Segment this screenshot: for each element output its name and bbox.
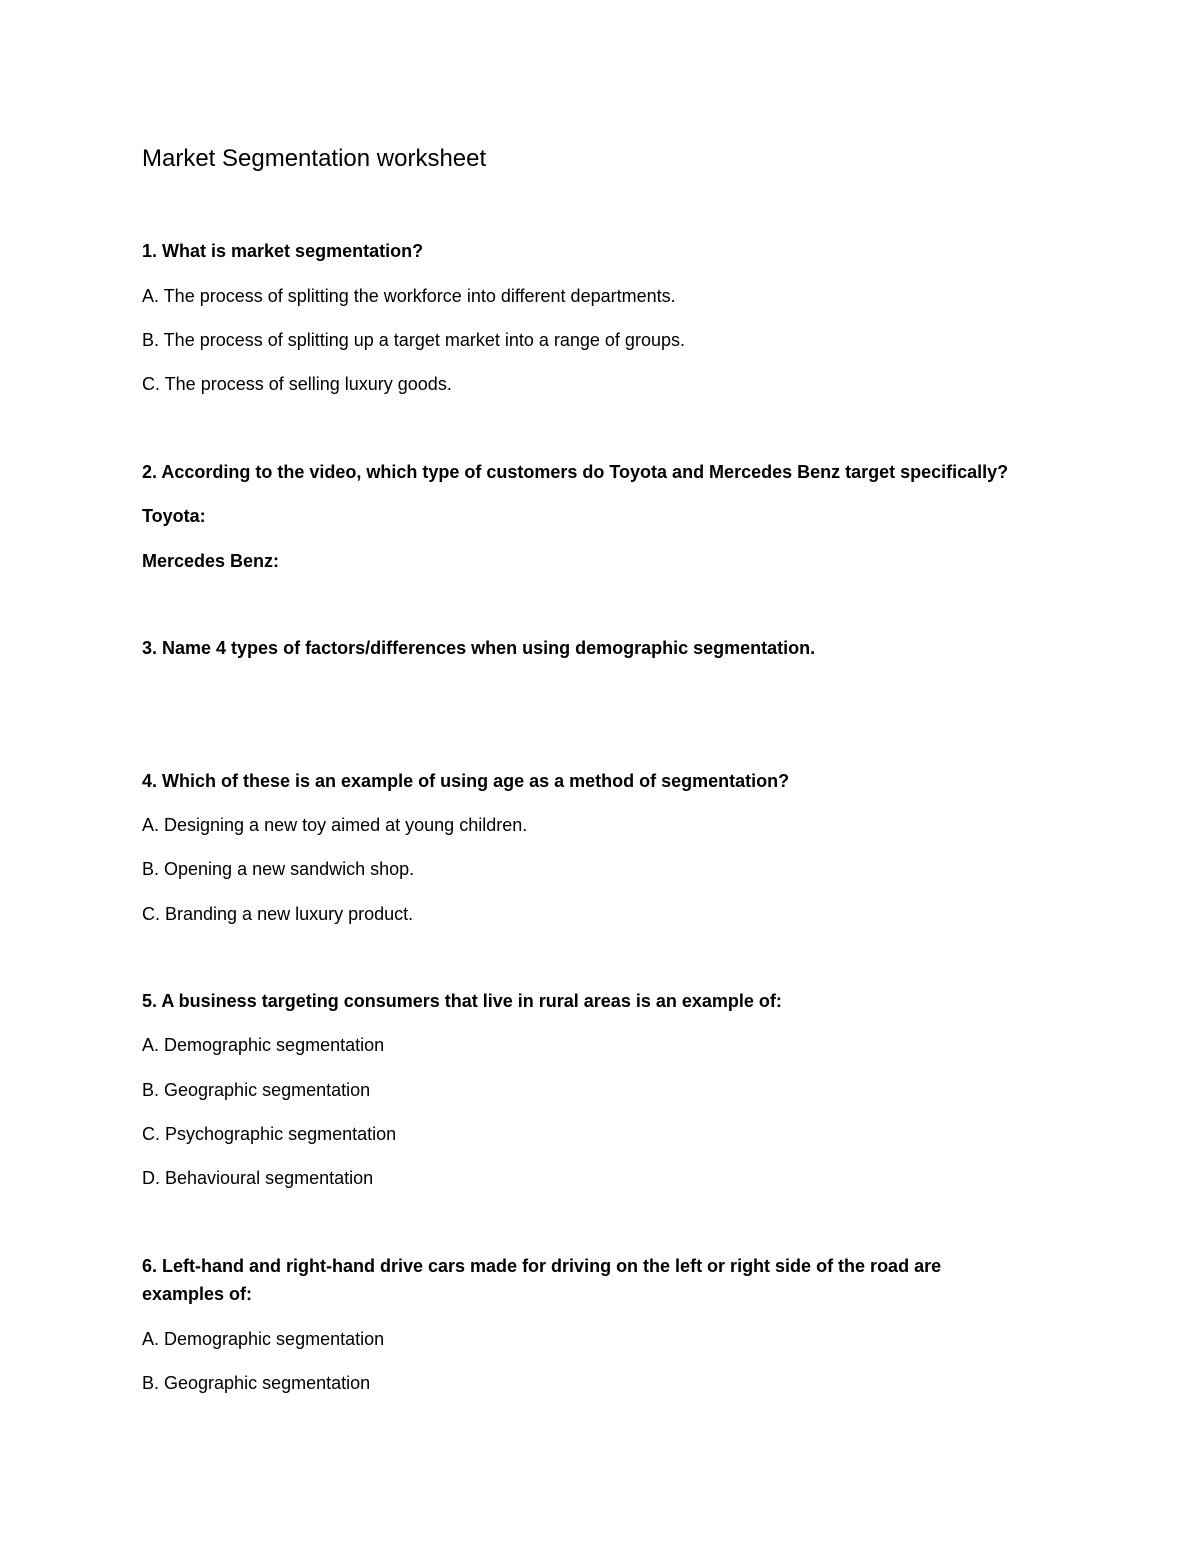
question-2-field-toyota: Toyota: xyxy=(142,506,206,526)
question-5-option-d: D. Behavioural segmentation xyxy=(142,1168,374,1188)
question-1-option-b: B. The process of splitting up a target market into a range of groups. xyxy=(142,330,685,350)
question-4-option-c: C. Branding a new luxury product. xyxy=(142,904,414,924)
question-6-option-a: A. Demographic segmentation xyxy=(142,1329,385,1349)
question-4-option-b: B. Opening a new sandwich shop. xyxy=(142,859,415,879)
question-3-prompt: 3. Name 4 types of factors/differences when using demographic segmentation. xyxy=(142,638,816,658)
question-6-prompt-line-2: examples of: xyxy=(142,1284,253,1304)
page-title: Market Segmentation worksheet xyxy=(142,145,487,172)
question-5-option-b: B. Geographic segmentation xyxy=(142,1080,371,1100)
question-6-prompt-line-1: 6. Left-hand and right-hand drive cars made for driving on the left or right side of the road are xyxy=(142,1256,942,1276)
question-5-option-c: C. Psychographic segmentation xyxy=(142,1124,397,1144)
question-1-option-c: C. The process of selling luxury goods. xyxy=(142,374,452,394)
question-2-field-mercedes: Mercedes Benz: xyxy=(142,551,280,571)
question-2-prompt: 2. According to the video, which type of customers do Toyota and Mercedes Benz target specifically? xyxy=(142,462,1009,482)
question-1-prompt: 1. What is market segmentation? xyxy=(142,241,424,261)
question-4-option-a: A. Designing a new toy aimed at young children. xyxy=(142,815,528,835)
question-1-option-a: A. The process of splitting the workforce into different departments. xyxy=(142,286,676,306)
question-5-option-a: A. Demographic segmentation xyxy=(142,1035,385,1055)
question-4-prompt: 4. Which of these is an example of using age as a method of segmentation? xyxy=(142,771,790,791)
question-6-option-b: B. Geographic segmentation xyxy=(142,1373,371,1393)
question-5-prompt: 5. A business targeting consumers that live in rural areas is an example of: xyxy=(142,991,782,1011)
